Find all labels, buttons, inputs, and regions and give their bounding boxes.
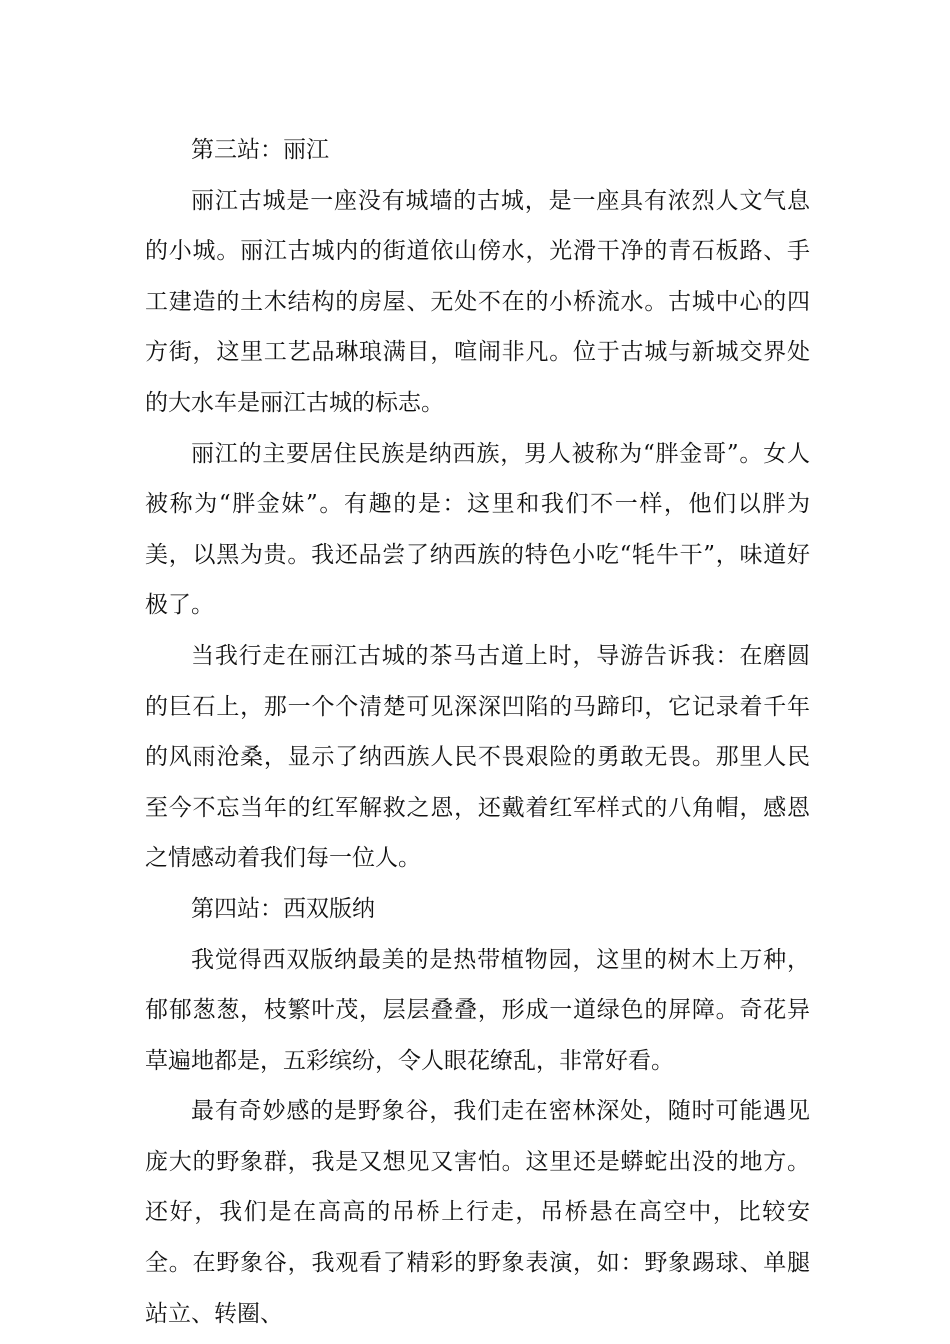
paragraph-lijiang-old-town: 丽江古城是一座没有城墙的古城，是一座具有浓烈人文气息的小城。丽江古城内的街道依山傍水，光滑干净的青石板路、手工建造的土木结构的房屋、无处不在的小桥流水。古城中心的四方街，这里工艺品琳琅满目，喧闹非凡。位于古城与新城交界处的大水车是丽江古城的标志。 xyxy=(145,187,810,416)
section-heading-xishuangbanna: 第四站：西双版纳 xyxy=(191,895,375,922)
document-body xyxy=(145,125,810,1339)
paragraph-naxi-people: 丽江的主要居住民族是纳西族，男人被称为“胖金哥”。女人被称为“胖金妹”。有趣的是：这里和我们不一样，他们以胖为美，以黑为贵。我还品尝了纳西族的特色小吃“牦牛干”，味道好极了。 xyxy=(145,440,810,619)
section-heading-lijiang: 第三站：丽江 xyxy=(191,137,329,163)
paragraph-tea-horse-road: 当我行走在丽江古城的茶马古道上时，导游告诉我：在磨圆的巨石上，那一个个清楚可见深深凹陷的马蹄印，它记录着千年的风雨沧桑，显示了纳西族人民不畏艰险的勇敢无畏。那里人民至今不忘当年的红军解救之恩，还戴着红军样式的八角帽，感恩之情感动着我们每一位人。 xyxy=(145,642,810,872)
paragraph-botanical-garden: 我觉得西双版纳最美的是热带植物园，这里的树木上万种，郁郁葱葱，枝繁叶茂，层层叠叠，形成一道绿色的屏障。奇花异草遍地都是，五彩缤纷，令人眼花缭乱，非常好看。 xyxy=(145,946,810,1074)
paragraph-wild-elephant-valley: 最有奇妙感的是野象谷，我们走在密林深处，随时可能遇见庞大的野象群，我是又想见又害怕。这里还是蟒蛇出没的地方。还好，我们是在高高的吊桥上行走，吊桥悬在高空中，比较安全。在野象谷，我观看了精彩的野象表演，如：野象踢球、单腿站立、转圈、 xyxy=(145,1098,810,1327)
